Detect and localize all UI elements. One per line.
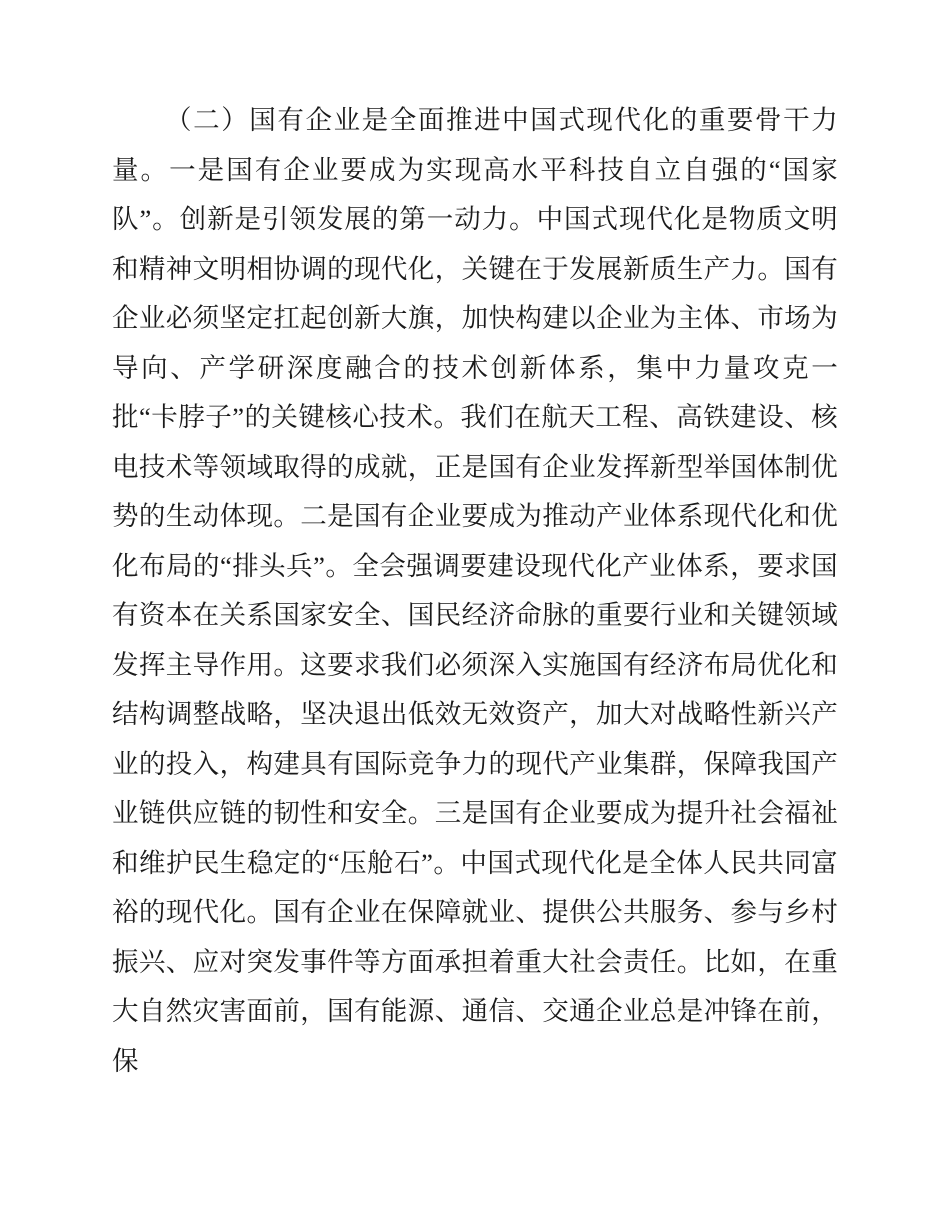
document-body xyxy=(112,96,838,1086)
body-paragraph: （二）国有企业是全面推进中国式现代化的重要骨干力量。一是国有企业要成为实现高水平科技自立自强的“国家队”。创新是引领发展的第一动力。中国式现代化是物质文明和精神文明相协调的现代化，关键在于发展新质生产力。国有企业必须坚定扛起创新大旗，加快构建以企业为主体、市场为导向、产学研深度融合的技术创新体系，集中力量攻克一批“卡脖子”的关键核心技术。我们在航天工程、高铁建设、核电技术等领域取得的成就，正是国有企业发挥新型举国体制优势的生动体现。二是国有企业要成为推动产业体系现代化和优化布局的“排头兵”。全会强调要建设现代化产业体系，要求国有资本在关系国家安全、国民经济命脉的重要行业和关键领域发挥主导作用。这要求我们必须深入实施国有经济布局优化和结构调整战略，坚决退出低效无效资产，加大对战略性新兴产业的投入，构建具有国际竞争力的现代产业集群，保障我国产业链供应链的韧性和安全。三是国有企业要成为提升社会福祉和维护民生稳定的“压舱石”。中国式现代化是全体人民共同富裕的现代化。国有企业在保障就业、提供公共服务、参与乡村振兴、应对突发事件等方面承担着重大社会责任。比如，在重大自然灾害面前，国有能源、通信、交通企业总是冲锋在前，保 xyxy=(112,105,838,1076)
